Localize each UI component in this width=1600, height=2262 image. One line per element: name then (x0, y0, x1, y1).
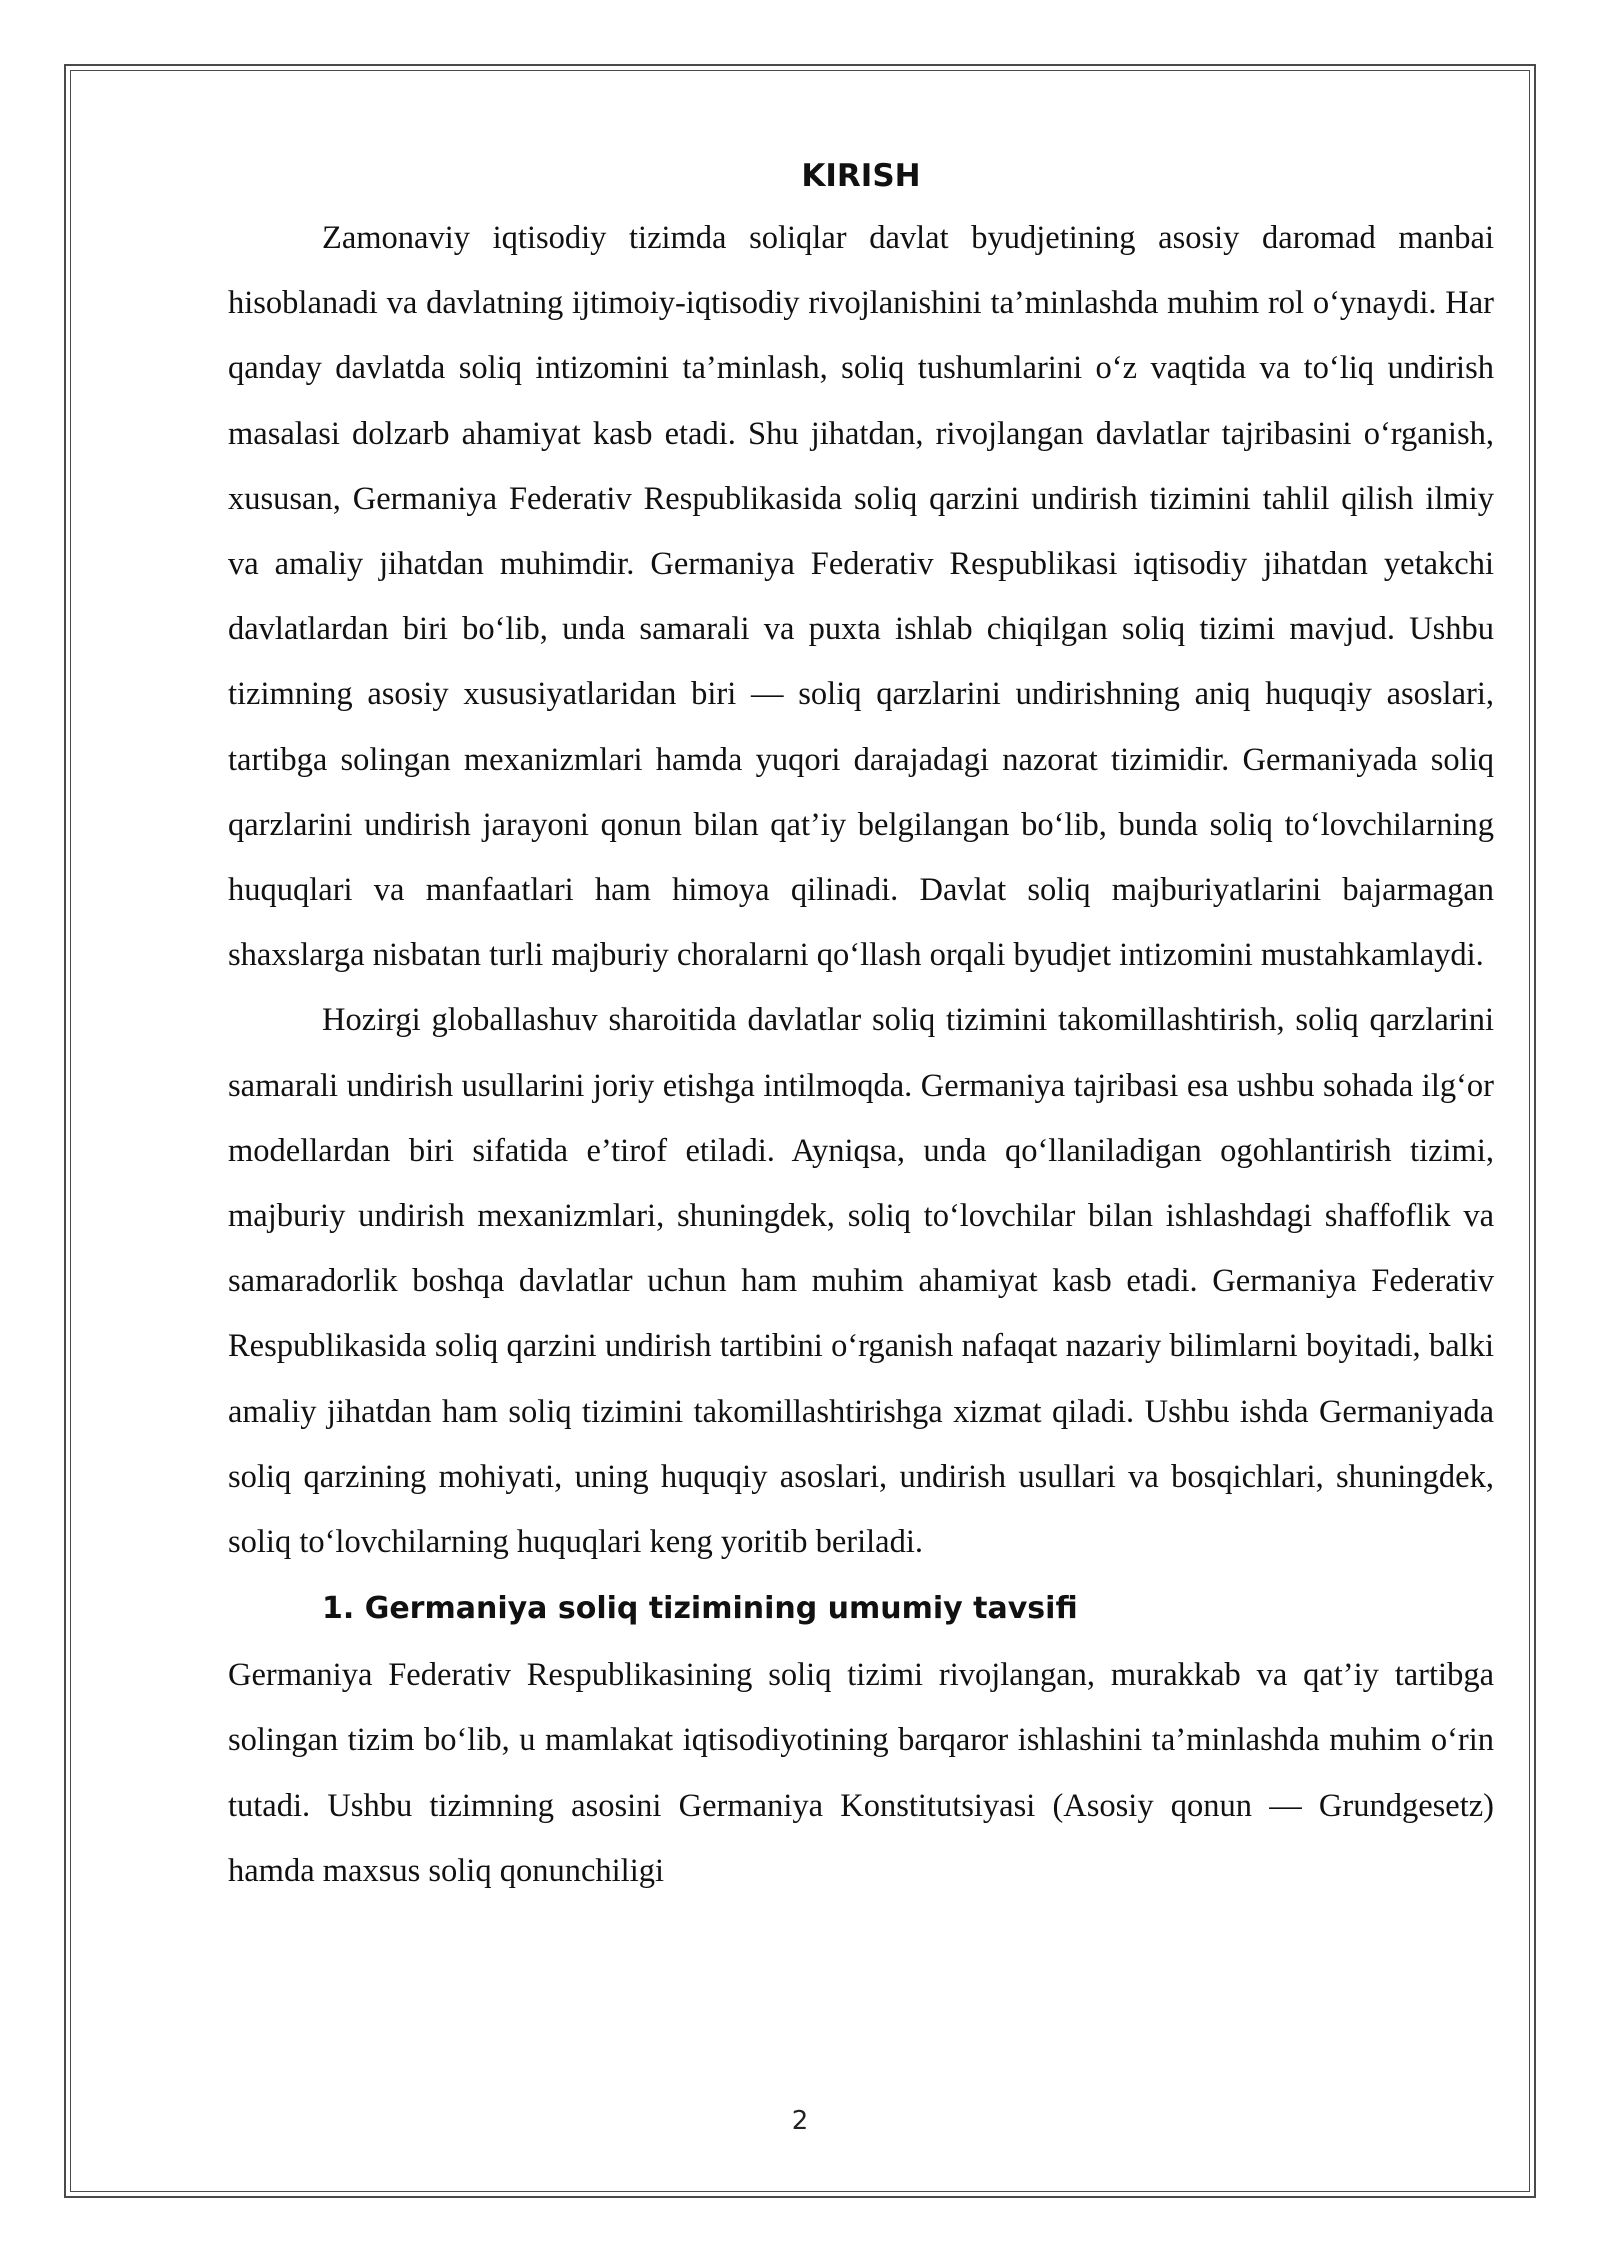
page-number: 2 (791, 2106, 809, 2136)
section-heading: 1. Germaniya soliq tizimining umumiy tavsifi (322, 1591, 1078, 1627)
section-paragraph: Germaniya Federativ Respublikasining soliq tizimi rivojlangan, murakkab va qat’iy tartibga solingan tizim bo‘lib, u mamlakat iqtisodiyotining barqaror ishlashini ta’minlashda muhim o‘rin tutadi. Ushbu tizimning asosini Germaniya Konstitutsiyasi (Asosiy qonun — Grundgesetz) hamda maxsus soliq qonunchiligi (228, 1657, 1494, 1889)
document-title: KIRISH (801, 158, 921, 194)
document-body (228, 146, 1494, 1904)
intro-paragraph-2: Hozirgi globallashuv sharoitida davlatlar soliq tizimini takomillashtirish, soliq qarzlarini samarali undirish usullarini joriy etishga intilmoqda. Germaniya tajribasi esa ushbu sohada ilg‘or modellardan biri sifatida e’tirof etiladi. Ayniqsa, unda qo‘llaniladigan ogohlantirish tizimi, majburiy undirish mexanizmlari, shuningdek, soliq to‘lovchilar bilan ishlashdagi shaffoflik va samaradorlik boshqa davlatlar uchun ham muhim ahamiyat kasb etadi. Germaniya Federativ Respublikasida soliq qarzini undirish tartibini o‘rganish nafaqat nazariy bilimlarni boyitadi, balki amaliy jihatdan ham soliq tizimini takomillashtirishga xizmat qiladi. Ushbu ishda Germaniyada soliq qarzining mohiyati, uning huquqiy asoslari, undirish usullari va bosqichlari, shuningdek, soliq to‘lovchilarning huquqlari keng yoritib beriladi. (228, 1002, 1494, 1561)
intro-paragraph-1: Zamonaviy iqtisodiy tizimda soliqlar davlat byudjetining asosiy daromad manbai hisoblanadi va davlatning ijtimoiy-iqtisodiy rivojlanishini ta’minlashda muhim rol o‘ynaydi. Har qanday davlatda soliq intizomini ta’minlash, soliq tushumlarini o‘z vaqtida va to‘liq undirish masalasi dolzarb ahamiyat kasb etadi. Shu jihatdan, rivojlangan davlatlar tajribasini o‘rganish, xususan, Germaniya Federativ Respublikasida soliq qarzini undirish tizimini tahlil qilish ilmiy va amaliy jihatdan muhimdir. Germaniya Federativ Respublikasi iqtisodiy jihatdan yetakchi davlatlardan biri bo‘lib, unda samarali va puxta ishlab chiqilgan soliq tizimi mavjud. Ushbu tizimning asosiy xususiyatlaridan biri — soliq qarzlarini undirishning aniq huquqiy asoslari, tartibga solingan mexanizmlari hamda yuqori darajadagi nazorat tizimidir. Germaniyada soliq qarzlarini undirish jarayoni qonun bilan qat’iy belgilangan bo‘lib, bunda soliq to‘lovchilarning huquqlari va manfaatlari ham himoya qilinadi. Davlat soliq majburiyatlarini bajarmagan shaxslarga nisbatan turli majburiy choralarni qo‘llash orqali byudjet intizomini mustahkamlaydi. (228, 220, 1494, 974)
